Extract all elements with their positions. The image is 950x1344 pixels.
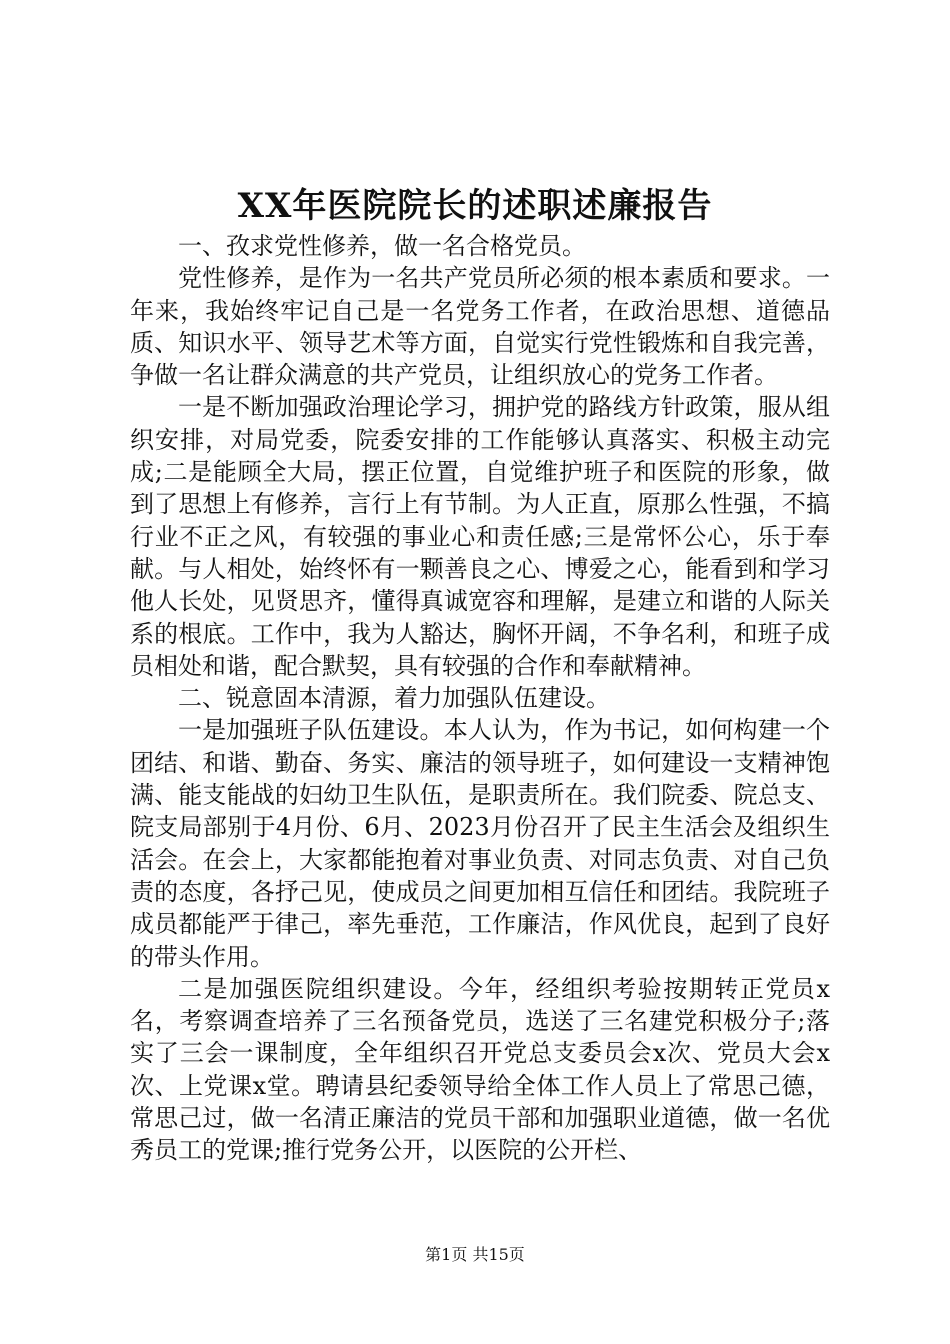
paragraph-section-1-heading: 一、孜求党性修养，做一名合格党员。 — [178, 232, 586, 260]
paragraph-team-building: 一是加强班子队伍建设。本人认为，作为书记，如何构建一个团结、和谐、勤奋、务实、廉洁的领导班子，如何建设一支精神饱满、能支能战的妇幼卫生队伍，是职责所在。我们院委、院总支、院支局部别于4月份、6月、2023月份召开了民主生活会及组织生活会。在会上，大家都能抱着对事业负责、对同志负责、对自己负责的态度，各抒己见，使成员之间更加相互信任和团结。我院班子成员都能严于律己，率先垂范，工作廉洁，作风优良，起到了良好的带头作用。 — [130, 716, 830, 971]
paragraph-section-2-heading: 二、锐意固本清源，着力加强队伍建设。 — [178, 684, 610, 713]
paragraph-organization-building: 二是加强医院组织建设。今年，经组织考验按期转正党员x名，考察调查培养了三名预备党员，选送了三名建党积极分子;落实了三会一课制度，全年组织召开党总支委员会x次、党员大会x次、上党课x堂。聘请县纪委领导给全体工作人员上了常思己德，常思己过，做一名清正廉洁的党员干部和加强职业道德，做一名优秀员工的党课;推行党务公开，以医院的公开栏、 — [130, 974, 830, 1165]
paragraph-party-cultivation: 党性修养，是作为一名共产党员所必须的根本素质和要求。一年来，我始终牢记自己是一名党务工作者，在政治思想、道德品质、知识水平、领导艺术等方面，自觉实行党性锻炼和自我完善，争做一名让群众满意的共产党员，让组织放心的党务工作者。 — [130, 264, 830, 390]
document-body — [130, 230, 830, 1167]
document-title: XX年医院院长的述职述廉报告 — [237, 186, 713, 226]
paragraph-political-study: 一是不断加强政治理论学习，拥护党的路线方针政策，服从组织安排，对局党委，院委安排的工作能够认真落实、积极主动完成;二是能顾全大局，摆正位置，自觉维护班子和医院的形象，做到了思想上有修养，言行上有节制。为人正直，原那么性强，不搞行业不正之风，有较强的事业心和责任感;三是常怀公心，乐于奉献。与人相处，始终怀有一颗善良之心、博爱之心，能看到和学习他人长处，见贤思齐，懂得真诚宽容和理解，是建立和谐的人际关系的根底。工作中，我为人豁达，胸怀开阔，不争名利，和班子成员相处和谐，配合默契，具有较强的合作和奉献精神。 — [130, 393, 830, 680]
page-indicator: 第1页 共15页 — [425, 1245, 525, 1264]
